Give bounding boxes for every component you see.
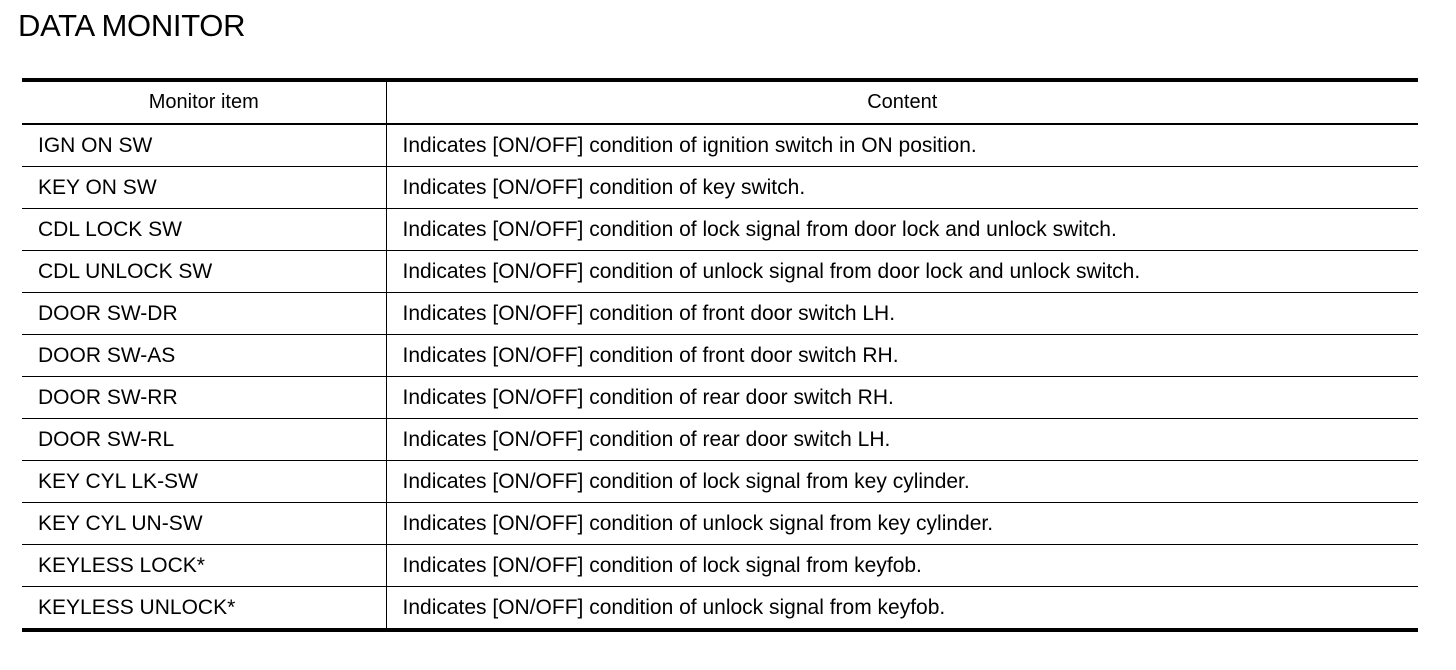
column-header-monitor-item: Monitor item <box>22 80 386 124</box>
table-row <box>22 293 1418 335</box>
content-cell: Indicates [ON/OFF] condition of unlock signal from door lock and unlock switch. <box>386 251 1418 293</box>
table-row <box>22 419 1418 461</box>
column-header-content: Content <box>386 80 1418 124</box>
content-cell: Indicates [ON/OFF] condition of key switch. <box>386 167 1418 209</box>
content-cell: Indicates [ON/OFF] condition of unlock signal from key cylinder. <box>386 503 1418 545</box>
content-cell: Indicates [ON/OFF] condition of rear door switch LH. <box>386 419 1418 461</box>
monitor-item-cell: KEYLESS UNLOCK* <box>38 595 236 619</box>
table-row <box>22 503 1418 545</box>
monitor-item-cell: CDL LOCK SW <box>22 209 386 251</box>
content-cell: Indicates [ON/OFF] condition of lock signal from key cylinder. <box>386 461 1418 503</box>
monitor-item-cell: KEY CYL UN-SW <box>22 503 386 545</box>
monitor-item-cell: DOOR SW-RR <box>22 377 386 419</box>
table-row <box>22 124 1418 167</box>
table-header-row <box>22 80 1418 124</box>
table-row <box>22 209 1418 251</box>
monitor-item-cell: DOOR SW-AS <box>22 335 386 377</box>
table-row <box>22 545 1418 587</box>
content-cell: Indicates [ON/OFF] condition of lock signal from door lock and unlock switch. <box>386 209 1418 251</box>
content-cell: Indicates [ON/OFF] condition of ignition switch in ON position. <box>386 124 1418 167</box>
table-row <box>22 587 1418 631</box>
monitor-item-cell: KEY ON SW <box>22 167 386 209</box>
table-row <box>22 335 1418 377</box>
monitor-item-cell: KEY CYL LK-SW <box>22 461 386 503</box>
monitor-item-cell: CDL UNLOCK SW <box>22 251 386 293</box>
table-row <box>22 377 1418 419</box>
monitor-item-cell: DOOR SW-RL <box>22 419 386 461</box>
content-cell: Indicates [ON/OFF] condition of front door switch LH. <box>386 293 1418 335</box>
page-title: DATA MONITOR <box>18 8 246 43</box>
monitor-item-cell: DOOR SW-DR <box>22 293 386 335</box>
table-row <box>22 167 1418 209</box>
content-cell: Indicates [ON/OFF] condition of front door switch RH. <box>386 335 1418 377</box>
content-cell: Indicates [ON/OFF] condition of lock signal from keyfob. <box>386 545 1418 587</box>
content-cell: Indicates [ON/OFF] condition of unlock signal from keyfob. <box>386 587 1418 631</box>
content-cell: Indicates [ON/OFF] condition of rear door switch RH. <box>386 377 1418 419</box>
data-monitor-table <box>22 78 1418 632</box>
table-row <box>22 461 1418 503</box>
monitor-item-cell: IGN ON SW <box>22 124 386 167</box>
table-row <box>22 251 1418 293</box>
monitor-item-cell: KEYLESS LOCK* <box>22 545 386 587</box>
